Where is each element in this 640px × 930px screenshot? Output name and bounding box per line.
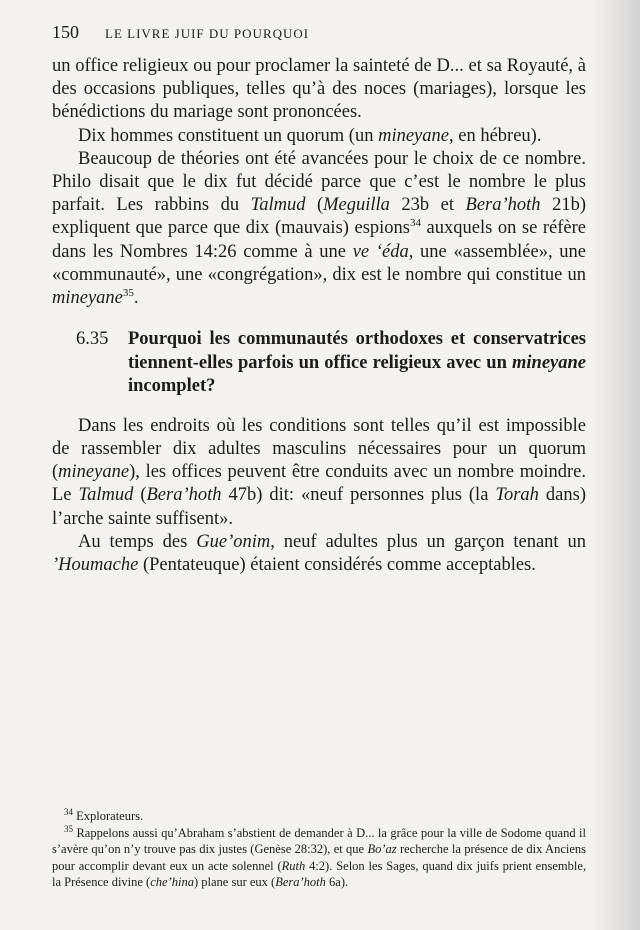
running-title: LE LIVRE JUIF DU POURQUOI	[105, 26, 310, 41]
page-number: 150	[52, 22, 79, 42]
footnote-35: $^{35}$ Rappelons aussi qu’Abraham s’abstient de demander à D... la grâce pour la ville de Sodome quand il s’avère qu’on n’y trouve pas dix justes (Genèse 28:32), et que Bo’az recherche la présence de dix Anciens pour accomplir devant eux un acte solennel (Ruth 4:2). Selon les Sages, quand dix juifs prient ensemble, la Présence divine (che’hina) plane sur eux (Bera’hoth 6a).	[52, 823, 586, 890]
question-text: Pourquoi les communautés orthodoxes et conservatrices tiennent-elles parfois un office religieux avec un mineyane incomplet?	[128, 329, 586, 397]
footnote-ref-34: 34	[410, 217, 421, 230]
footnotes	[52, 808, 586, 891]
paragraph-3: Beaucoup de théories ont été avancées pour le choix de ce nombre. Philo disait que le dix fut décidé parce que c’est le nombre le plus parfait. Les rabbins du Talmud (Meguilla 23b et Bera’hoth 21b) expliquent que parce que dix (mauvais) espions$^{34}$ auxquels on se réfère dans les Nombres 14:26 comme à une ve ‘éda, une «assemblée», une «communauté», une «congrégation», dix est le nombre qui constitue un mineyane$^{35}$.	[52, 148, 587, 309]
question-number: 6.35	[76, 329, 109, 350]
paragraph-5: Au temps des Gue’onim, neuf adultes plus un garçon tenant un ’Houmache (Pentateuque) étaient considérés comme acceptables.	[52, 531, 586, 575]
question-heading	[52, 328, 586, 399]
paragraph-4: Dans les endroits où les conditions sont telles qu’il est impossible de rassembler dix adultes masculins nécessaires pour un quorum (mineyane), les offices peuvent être conduits avec un nombre moindre. Le Talmud (Bera’hoth 47b) dit: «neuf personnes plus (la Torah dans) l’arche sainte suffisent».	[52, 415, 586, 529]
paragraph-2: Dix hommes constituent un quorum (un mineyane, en hébreu).	[78, 125, 542, 146]
footnote-34: $^{34}$ Explorateurs.	[64, 806, 144, 823]
book-page	[52, 22, 586, 577]
running-head	[52, 22, 586, 43]
paragraph-1: un office religieux ou pour proclamer la sainteté de D... et sa Royauté, à des occasions publiques, telles qu’à des noces (mariages), lorsque les bénédictions du mariage sont prononcées.	[52, 56, 586, 123]
page-edge-shadow	[592, 0, 640, 930]
footnote-ref-35: 35	[122, 286, 134, 299]
